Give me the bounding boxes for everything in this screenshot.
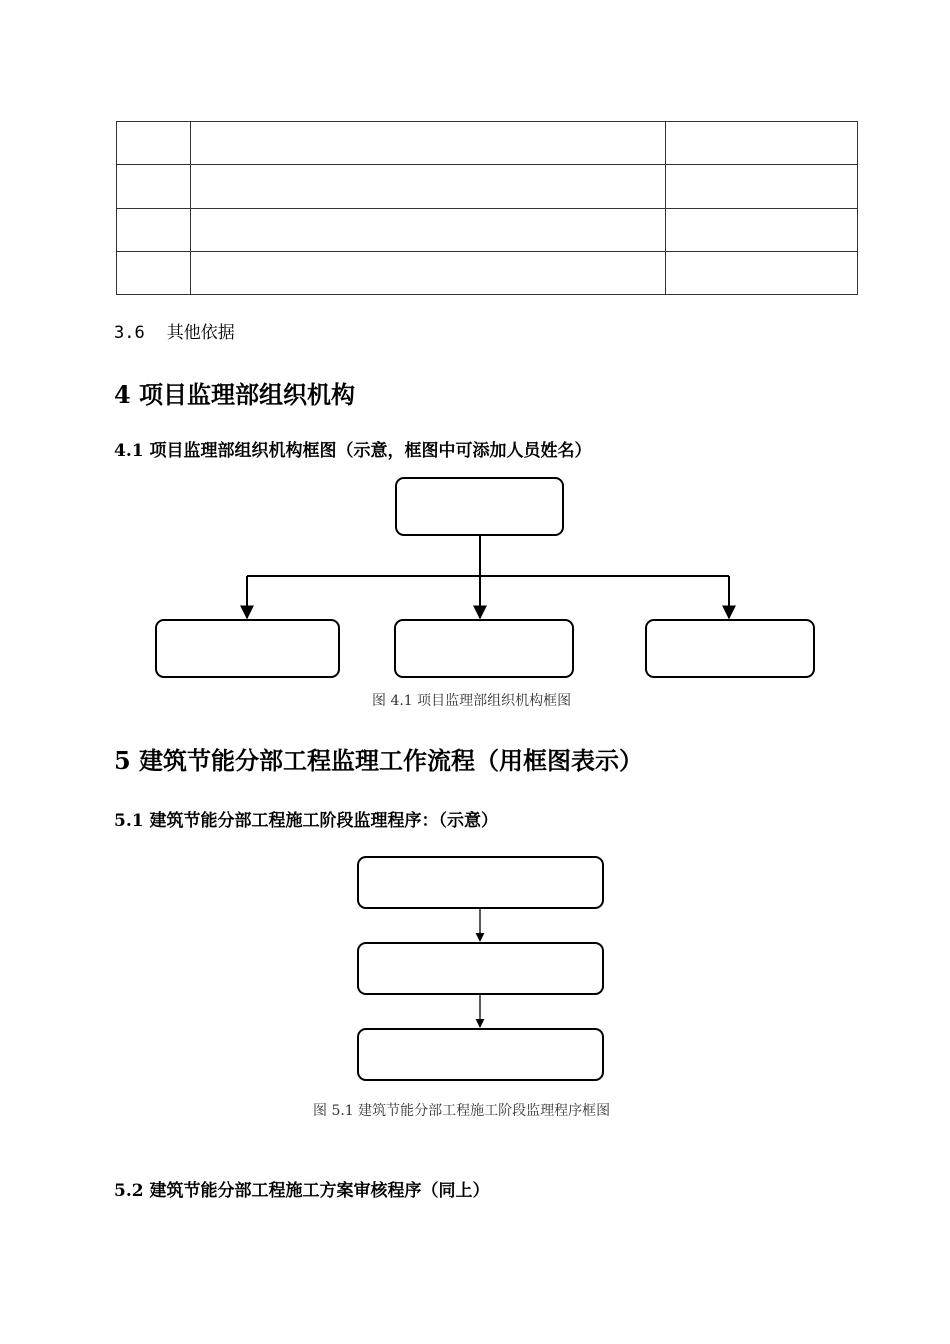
section-number: 3.6 [114,323,145,343]
section-5-heading: 5 建筑节能分部工程监理工作流程（用框图表示） [114,746,644,775]
org-child-box-middle[interactable] [395,620,573,677]
section-4-heading: 4 项目监理部组织机构 [114,380,356,409]
figure-5-1-caption: 图 5.1 建筑节能分部工程施工阶段监理程序框图 [313,1103,611,1119]
section-5-2-heading: 5.2 建筑节能分部工程施工方案审核程序（同上） [114,1181,490,1201]
flow-step-box-1[interactable] [358,857,603,908]
org-child-box-left[interactable] [156,620,339,677]
section-4-1-heading: 4.1 项目监理部组织机构框图（示意，框图中可添加人员姓名） [114,441,592,461]
figure-4-1-caption: 图 4.1 项目监理部组织机构框图 [372,693,572,709]
org-child-box-right[interactable] [646,620,814,677]
section-5-1-heading: 5.1 建筑节能分部工程施工阶段监理程序：（示意） [114,811,498,831]
org-top-box[interactable] [396,478,563,535]
section-title: 其他依据 [166,323,235,343]
flow-step-box-3[interactable] [358,1029,603,1080]
flow-step-box-2[interactable] [358,943,603,994]
